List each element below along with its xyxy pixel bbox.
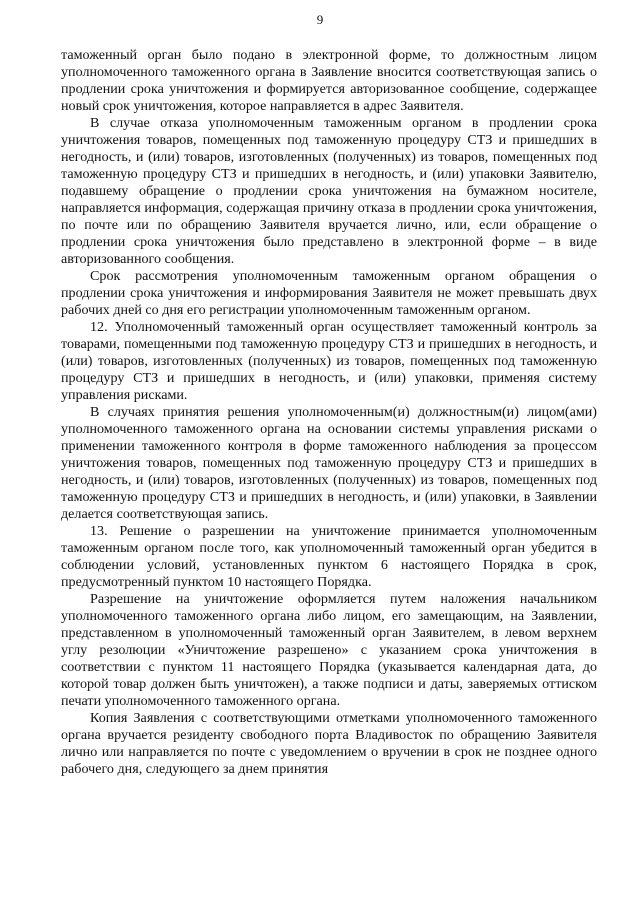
document-body [61, 47, 597, 778]
page-number: 9 [316, 12, 324, 27]
paragraph-review-period: Срок рассмотрения уполномоченным таможенным органом обращения о продлении срока уничтожения и информирования Заявителя не может превышать двух рабочих дней со дня его регистрации уполномоченным таможенным органом. [61, 268, 597, 318]
paragraph-continuation: таможенный орган было подано в электронной форме, то должностным лицом уполномоченного таможенного органа в Заявление вносится соответствующая запись о продлении срока уничтожения и формируется авторизованное сообщение, содержащее новый срок уничтожения, которое направляется в адрес Заявителя. [61, 47, 597, 114]
paragraph-destruction-permit: Разрешение на уничтожение оформляется путем наложения начальником уполномоченного таможенного органа либо лицом, его замещающим, на Заявлении, представленном в уполномоченный таможенный орган Заявителем, в левом верхнем углу резолюции «Уничтожение разрешено» с указанием срока уничтожения в соответствии с пунктом 11 настоящего Порядка (указывается календарная дата, до которой товар должен быть уничтожен), а также подписи и даты, заверяемых оттиском печати уполномоченного таможенного органа. [61, 591, 597, 709]
paragraph-risk-management: В случаях принятия решения уполномоченным(и) должностным(и) лицом(ами) уполномоченного таможенного органа на основании системы управления рисками о применении таможенного контроля в форме таможенного наблюдения за процессом уничтожения товаров, помещенных под таможенную процедуру СТЗ и пришедших в негодность, и (или) товаров, изготовленных (полученных) из товаров, помещенных под таможенную процедуру СТЗ и пришедших в негодность, и (или) упаковки, в Заявлении делается соответствующая запись. [61, 404, 597, 522]
paragraph-item-12: 12. Уполномоченный таможенный орган осуществляет таможенный контроль за товарами, помещенными под таможенную процедуру СТЗ и пришедших в негодность, и (или) товаров, изготовленных (полученных) из товаров, помещенных под таможенную процедуру СТЗ и пришедших в негодность, и (или) упаковки, применяя систему управления рисками. [61, 319, 597, 403]
paragraph-item-13: 13. Решение о разрешении на уничтожение принимается уполномоченным таможенным органом после того, как уполномоченный таможенный орган убедится в соблюдении условий, установленных пунктом 6 настоящего Порядка в срок, предусмотренный пунктом 10 настоящего Порядка. [61, 523, 597, 590]
paragraph-refusal-notice: В случае отказа уполномоченным таможенным органом в продлении срока уничтожения товаров, помещенных под таможенную процедуру СТЗ и пришедших в негодность, и (или) товаров, изготовленных (полученных) из товаров, помещенных под таможенную процедуру СТЗ и пришедших в негодность, и (или) упаковки Заявителю, подавшему обращение о продлении срока уничтожения на бумажном носителе, направляется информация, содержащая причину отказа в продлении срока уничтожения, по почте или по обращению Заявителя вручается лично, или, если обращение о продлении срока уничтожения было представлено в электронной форме – в виде авторизованного сообщения. [61, 115, 597, 267]
paragraph-application-copy: Копия Заявления с соответствующими отметками уполномоченного таможенного органа вручается резиденту свободного порта Владивосток по обращению Заявителя лично или направляется по почте с уведомлением о вручении в срок не позднее одного рабочего дня, следующего за днем принятия [61, 710, 597, 777]
